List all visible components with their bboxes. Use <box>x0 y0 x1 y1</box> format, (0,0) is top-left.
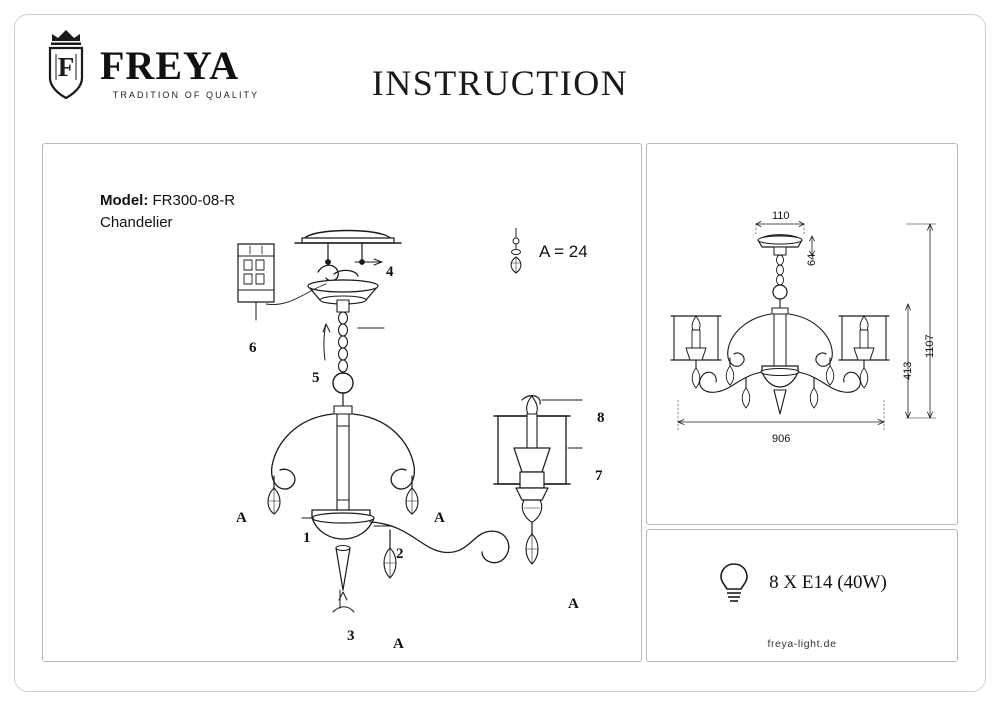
dim-body-height: 413 <box>902 361 914 380</box>
model-label: Model: <box>100 192 149 209</box>
crystal-count-label: A = 24 <box>539 242 588 261</box>
callout-1: 1 <box>303 530 311 546</box>
callout-4: 4 <box>386 264 394 280</box>
callout-3: 3 <box>347 628 355 644</box>
dim-top-width: 110 <box>772 210 790 222</box>
dim-width: 906 <box>772 433 791 445</box>
callout-a-bottom: A <box>393 636 404 652</box>
brand-tagline: TRADITION OF QUALITY <box>112 90 260 100</box>
dim-total-height: 1107 <box>924 334 936 358</box>
product-type: Chandelier <box>100 213 173 231</box>
chandelier-assembly-drawing <box>90 200 620 650</box>
dim-canopy-height: 64 <box>806 253 818 266</box>
lamp-spec-label: 8 X E14 (40W) <box>769 572 887 593</box>
page-title: INSTRUCTION <box>371 63 629 103</box>
callout-a-right: A <box>434 510 445 526</box>
brand-name: FREYA <box>100 43 240 88</box>
callout-6: 6 <box>249 340 257 356</box>
model-value: FR300-08-R <box>152 192 236 209</box>
callout-2: 2 <box>396 546 404 562</box>
footer-url: freya-light.de <box>767 638 837 650</box>
callout-5: 5 <box>312 370 320 386</box>
bulb-icon <box>717 561 751 605</box>
svg-text:F: F <box>57 52 75 82</box>
callout-7: 7 <box>595 468 603 484</box>
dimension-drawing <box>658 200 950 470</box>
callout-8: 8 <box>597 410 605 426</box>
callout-a-left: A <box>236 510 247 526</box>
callout-a-shade: A <box>568 596 579 612</box>
lamp-spec-row <box>646 561 958 605</box>
